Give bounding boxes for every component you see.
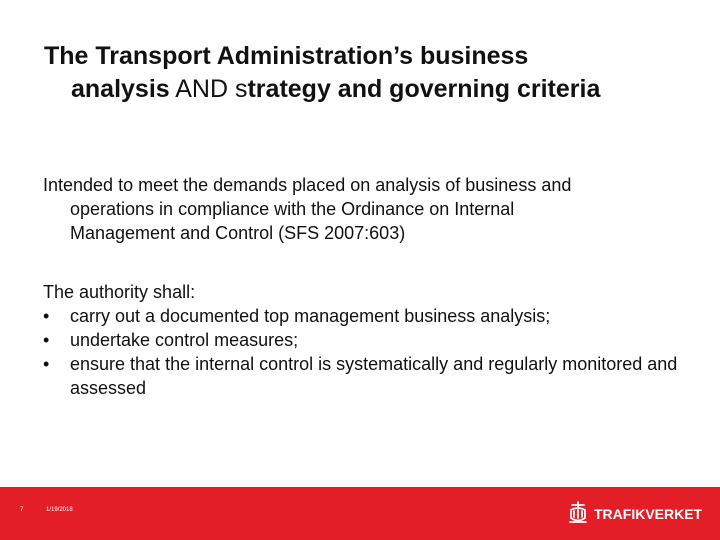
page-number: 7 [20,507,24,513]
title-line-2 [44,73,684,106]
footer-date: 1/19/2018 [46,507,73,513]
bullet-text: ensure that the internal control is systematically and regularly monitored and assessed [70,354,678,398]
slide-title [44,40,684,106]
bullet-marker: • [43,330,50,350]
list-item [43,304,683,328]
intro-line-2: operations in compliance with the Ordinance on Internal [70,199,515,219]
footer-bar [0,487,720,540]
brand-name: TRAFIKVERKET [594,506,703,522]
authority-block [43,280,683,400]
intro-line-1: Intended to meet the demands placed on analysis of business and [43,175,572,195]
list-item [43,328,683,352]
title-part-d: trategy and governing criteria [247,75,601,103]
authority-heading: The authority shall: [43,282,196,302]
crown-logo-icon [566,501,590,527]
list-item [43,352,683,400]
bullet-marker: • [43,306,50,326]
title-part-a: analysis [71,75,170,103]
bullet-text: carry out a documented top management business analysis; [70,306,551,326]
intro-paragraph [43,173,683,245]
title-line-1: The Transport Administration’s business [44,42,529,70]
bullet-text: undertake control measures; [70,330,299,350]
title-part-c: s [234,75,248,103]
title-part-b: AND [169,75,235,103]
brand-logo [566,501,702,527]
bullet-marker: • [43,354,50,374]
intro-line-3: Management and Control (SFS 2007:603) [70,223,406,243]
